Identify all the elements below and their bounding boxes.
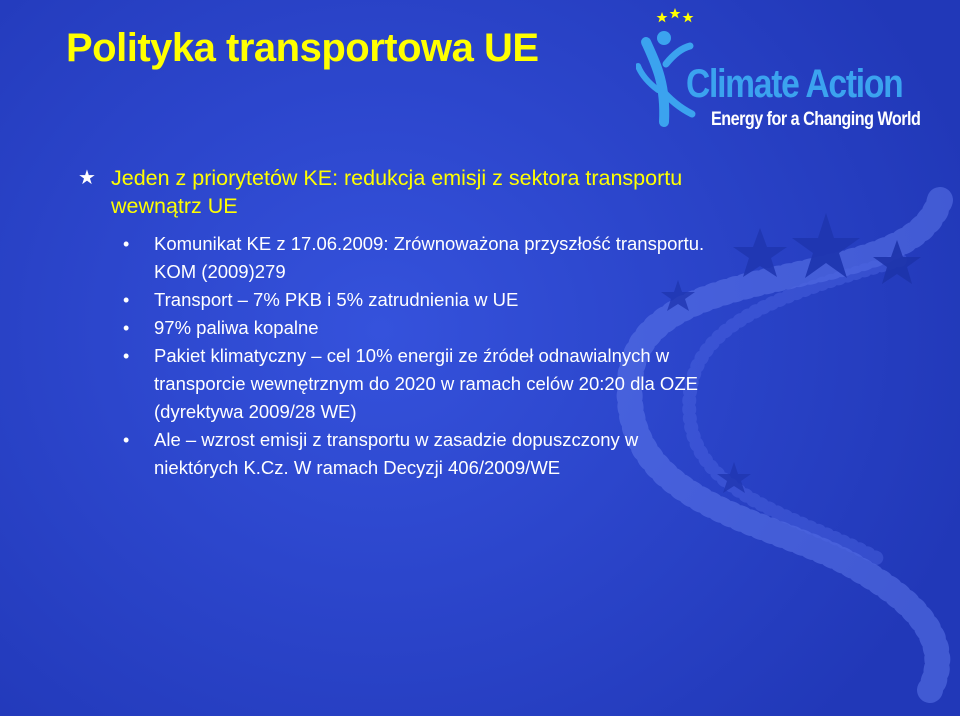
sub-bullet-item — [78, 314, 878, 342]
eu-stars-icon — [657, 8, 694, 22]
bullet-dot-icon: • — [123, 346, 130, 366]
sub-bullet-item — [78, 286, 878, 314]
sub-bullet-text: Ale – wzrost emisji z transportu w zasadzie dopuszczony w niektórych K.Cz. W ramach Decyzji 406/2009/WE — [154, 429, 639, 478]
main-bullet-text: Jeden z priorytetów KE: redukcja emisji z sektora transportu wewnątrz UE — [111, 166, 683, 218]
logo-wordmark: Climate Action — [686, 62, 903, 106]
page-title: Polityka transportowa UE — [66, 26, 539, 70]
sub-bullet-list — [78, 230, 878, 482]
star-bullet-icon: ★ — [78, 167, 96, 189]
bullet-dot-icon: • — [123, 290, 130, 310]
logo-tagline: Energy for a Changing World — [711, 109, 921, 130]
person-figure-icon — [638, 31, 692, 122]
bullet-dot-icon: • — [123, 318, 130, 338]
sub-bullet-text: Komunikat KE z 17.06.2009: Zrównoważona przyszłość transportu. KOM (2009)279 — [154, 233, 705, 282]
sub-bullet-text: 97% paliwa kopalne — [154, 317, 319, 338]
sub-bullet-text: Transport – 7% PKB i 5% zatrudnienia w UE — [154, 289, 519, 310]
sub-bullet-item — [78, 230, 878, 286]
bullet-dot-icon: • — [123, 234, 130, 254]
bullet-dot-icon: • — [123, 430, 130, 450]
sub-bullet-item — [78, 342, 878, 426]
sub-bullet-text: Pakiet klimatyczny – cel 10% energii ze źródeł odnawialnych w transporcie wewnętrznym do 2020 w ramach celów 20:20 dla OZE (dyrektywa 2009/28 WE) — [154, 345, 698, 422]
slide-body — [78, 164, 878, 482]
main-bullet — [78, 164, 878, 220]
sub-bullet-item — [78, 426, 878, 482]
